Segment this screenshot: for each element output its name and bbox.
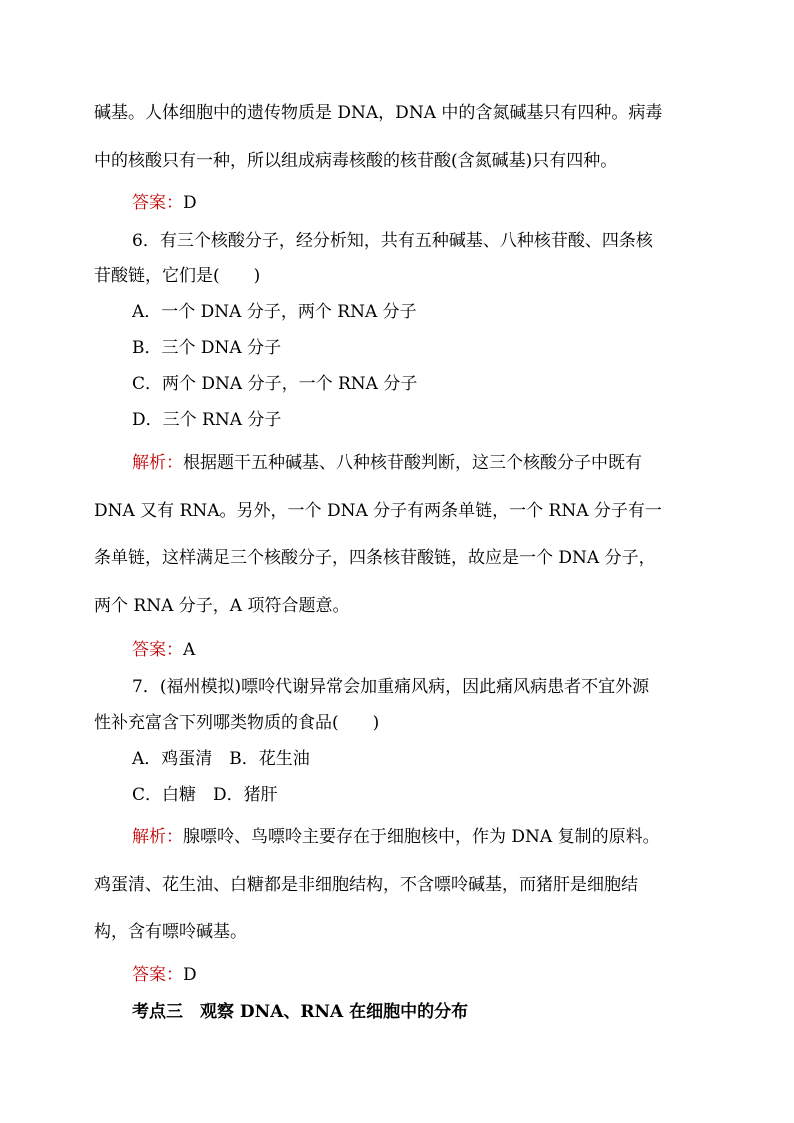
q6-stem-line-2: 苷酸链，它们是( ) [94, 266, 261, 286]
intro-line-1: 碱基。人体细胞中的遗传物质是 DNA，DNA 中的含氮碱基只有四种。病毒 [94, 103, 663, 123]
q7-stem-line-2: 性补充富含下列哪类物质的食品( ) [94, 713, 380, 733]
q7-stem-line-1: 7．(福州模拟)嘌呤代谢异常会加重痛风病，因此痛风病患者不宜外源 [132, 677, 650, 697]
q6-stem-line-1: 6．有三个核酸分子，经分析知，共有五种碱基、八种核苷酸、四条核 [132, 231, 653, 251]
q7-analysis-line-1: 解析：腺嘌呤、鸟嘌呤主要存在于细胞核中，作为 DNA 复制的原料。 [132, 827, 660, 847]
q6-analysis-line-4: 两个 RNA 分子，A 项符合题意。 [94, 596, 350, 616]
answer-value: A [183, 640, 196, 660]
q6-analysis-line-1: 解析：根据题干五种碱基、八种核苷酸判断，这三个核酸分子中既有 [132, 453, 642, 473]
answer-value: D [183, 965, 197, 985]
q7-options-ab: A．鸡蛋清 B．花生油 [132, 749, 310, 769]
q6-option-c: C．两个 DNA 分子，一个 RNA 分子 [132, 374, 418, 394]
section-heading: 考点三 观察 DNA、RNA 在细胞中的分布 [132, 1002, 469, 1022]
q6-option-b: B．三个 DNA 分子 [132, 338, 282, 358]
q7-answer [132, 964, 197, 986]
answer-label: 答案： [132, 965, 183, 985]
q6-option-a: A．一个 DNA 分子，两个 RNA 分子 [132, 302, 417, 322]
answer-label: 答案： [132, 640, 183, 660]
q7-options-cd: C．白糖 D．猪肝 [132, 785, 278, 805]
q6-analysis-line-3: 条单链，这样满足三个核酸分子，四条核苷酸链，故应是一个 DNA 分子， [94, 548, 656, 568]
analysis-label: 解析： [132, 827, 183, 847]
q6-option-d: D．三个 RNA 分子 [132, 410, 282, 430]
q6-answer [132, 639, 195, 661]
q7-analysis-line-2: 鸡蛋清、花生油、白糖都是非细胞结构，不含嘌呤碱基，而猪肝是细胞结 [94, 875, 638, 895]
answer-value: D [183, 193, 197, 213]
q5-answer [132, 192, 197, 214]
q6-analysis-line-2: DNA 又有 RNA。另外，一个 DNA 分子有两条单链，一个 RNA 分子有一 [94, 501, 662, 521]
q7-analysis-line-3: 构，含有嘌呤碱基。 [94, 922, 247, 942]
intro-line-2: 中的核酸只有一种，所以组成病毒核酸的核苷酸(含氮碱基)只有四种。 [94, 151, 618, 171]
analysis-label: 解析： [132, 453, 183, 473]
answer-label: 答案： [132, 193, 183, 213]
